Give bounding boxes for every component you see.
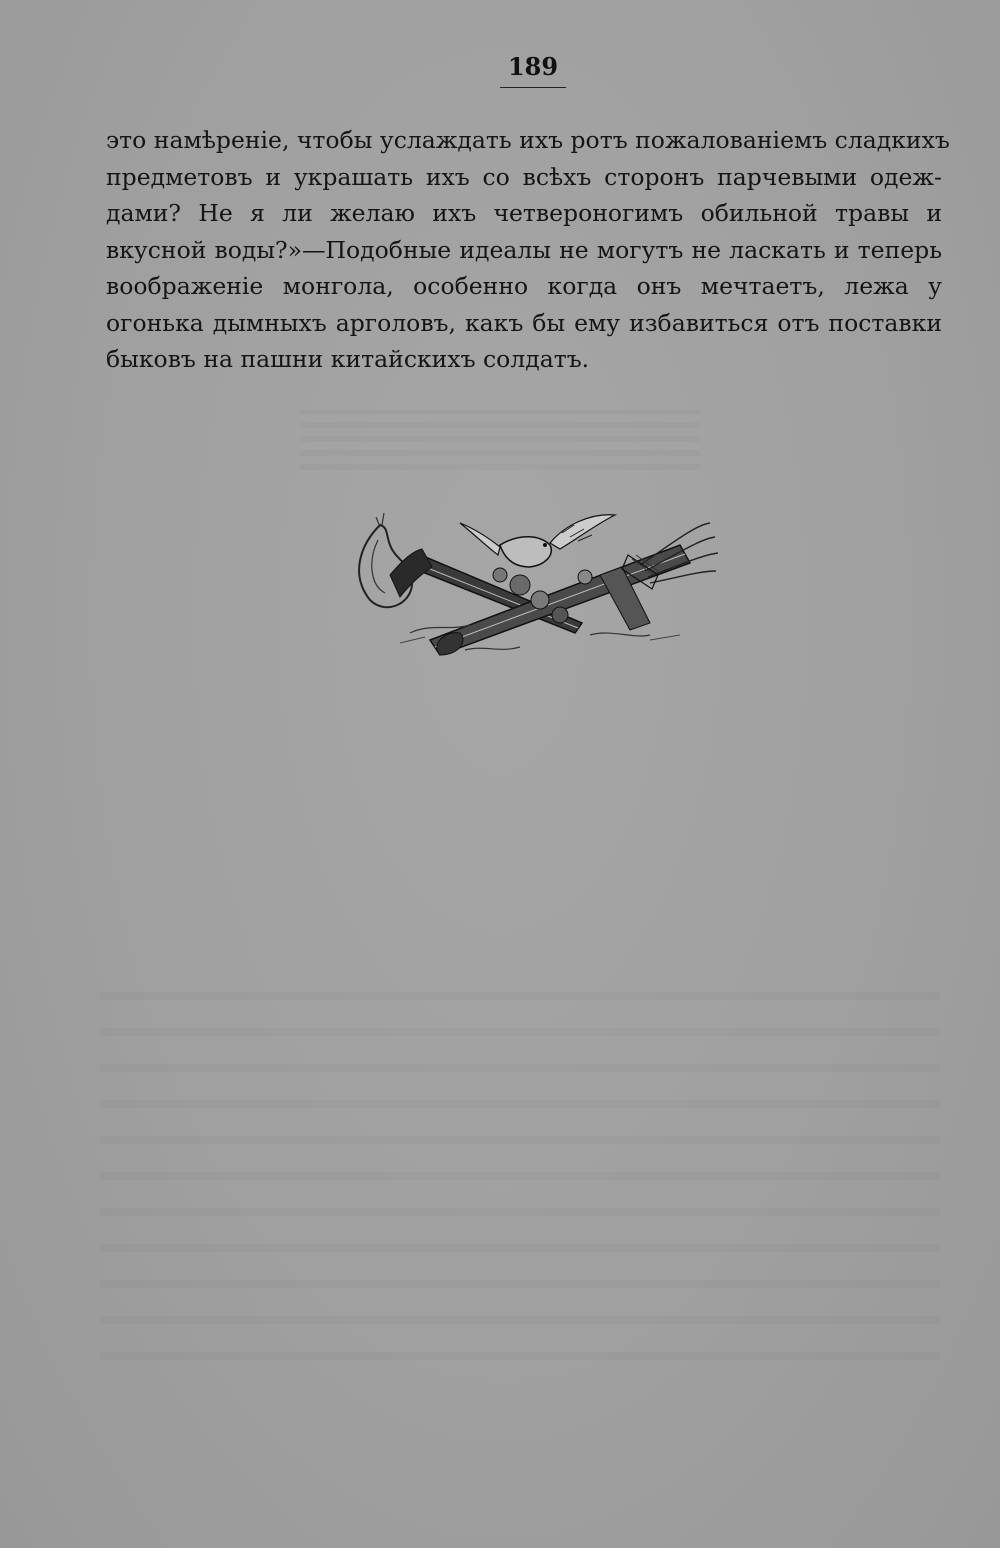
text-line: дами? Не я ли желаю ихъ четвероногимъ обильной травы и [106, 199, 942, 227]
text-line: огонька дымныхъ арголовъ, какъ бы ему избавиться отъ поставки [106, 308, 942, 337]
vignette-ornament-icon [350, 505, 720, 665]
page-number: 189 [507, 52, 559, 81]
bleed-through [300, 410, 700, 470]
text-line: это намѣреніе, чтобы услаждать ихъ ротъ пожалованіемъ сладкихъ [106, 126, 950, 154]
text-line: воображеніе монгола, особенно когда онъ мечтаетъ, лежа у [106, 272, 942, 300]
bleed-through-lower [100, 980, 940, 1360]
text-line: предметовъ и украшать ихъ со всѣхъ сторонъ парчевыми одеж- [106, 162, 942, 191]
body-text [106, 122, 950, 378]
text-line: быковъ на пашни китайскихъ солдатъ. [106, 345, 590, 373]
text-line: вкусной воды?»—Подобные идеалы не могутъ не ласкать и теперь [106, 235, 942, 264]
page-number-rule [500, 87, 566, 88]
